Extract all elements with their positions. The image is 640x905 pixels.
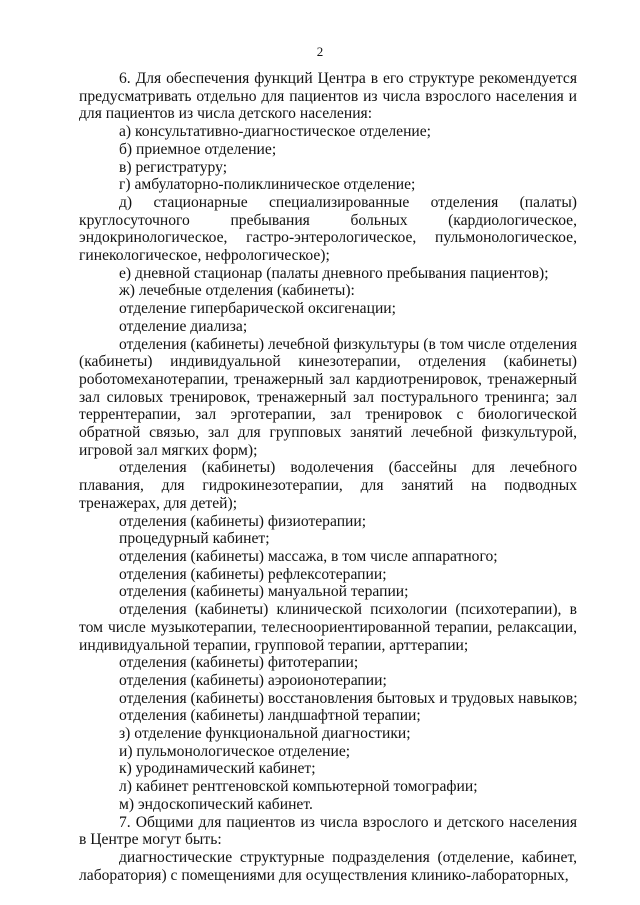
list-item-d: д) стационарные специализированные отделения (палаты) круглосуточного пребывания больных (кардиологическое, эндокринологическое, гастро-энтерологическое, пульмонологическое, гинекологическое, нефрологическое); xyxy=(79,193,577,265)
list-item-e: е) дневной стационар (палаты дневного пребывания пациентов); xyxy=(119,264,549,282)
section-7-intro: 7. Общими для пациентов из числа взрослого и детского населения в Центре могут быть: xyxy=(79,813,577,849)
list-item-phytotherapy: отделения (кабинеты) фитотерапии; xyxy=(119,654,359,672)
list-item-i: и) пульмонологическое отделение; xyxy=(119,742,351,760)
list-item-k: к) уродинамический кабинет; xyxy=(119,760,316,778)
list-item-hydrotherapy: отделения (кабинеты) водолечения (бассейны для лечебного плавания, для гидрокинезотерапии, для занятий на подводных тренажерах, для детей); xyxy=(79,459,577,512)
list-item-rehabilitation-skills: отделения (кабинеты) восстановления бытовых и трудовых навыков; xyxy=(119,689,578,707)
list-item-aeroionotherapy: отделения (кабинеты) аэроионотерапии; xyxy=(119,671,387,689)
list-item-g: г) амбулаторно-поликлиническое отделение; xyxy=(119,176,416,194)
list-item-physical-therapy: отделения (кабинеты) лечебной физкультуры (в том числе отделения (кабинеты) индивидуальной кинезотерапии, отделения (кабинеты) роботомеханотерапии, тренажерный зал кардиотренировок, тренажерный зал силовых тренировок, тренажерный зал постурального тренинга; зал террентерапии, зал эрготерапии, зал тренировок с биологической обратной связью, зал для групповых занятий лечебной физкультурой, игровой зал мягких форм); xyxy=(79,335,577,459)
list-item-b: б) приемное отделение; xyxy=(119,140,277,158)
list-item-l: л) кабинет рентгеновской компьютерной томографии; xyxy=(119,778,478,796)
list-item-a: а) консультативно-диагностическое отделение; xyxy=(119,123,432,141)
list-item-z: з) отделение функциональной диагностики; xyxy=(119,725,411,743)
list-item-manual-therapy: отделения (кабинеты) мануальной терапии; xyxy=(119,583,409,601)
list-item-massage: отделения (кабинеты) массажа, в том числе аппаратного; xyxy=(119,547,498,565)
section-6-intro: 6. Для обеспечения функций Центра в его структуре рекомендуется предусматривать отдельно для пациентов из числа взрослого населения и для пациентов из числа детского населения: xyxy=(79,70,577,123)
list-item-reflexotherapy: отделения (кабинеты) рефлексотерапии; xyxy=(119,565,387,583)
list-item-landscape-therapy: отделения (кабинеты) ландшафтной терапии; xyxy=(119,707,421,725)
list-item-diagnostic-units: диагностические структурные подразделения (отделение, кабинет, лаборатория) с помещениями для осуществления клинико-лабораторных, xyxy=(79,848,577,884)
list-item-physiotherapy: отделения (кабинеты) физиотерапии; xyxy=(119,512,367,530)
page-number: 2 xyxy=(316,44,324,59)
list-item-m: м) эндоскопический кабинет. xyxy=(119,795,313,813)
list-item-procedure-room: процедурный кабинет; xyxy=(119,530,270,548)
document-body xyxy=(79,70,577,884)
list-item-psychology: отделения (кабинеты) клинической психологии (психотерапии), в том числе музыкотерапии, телесноориентированной терапии, релаксации, индивидуальной терапии, групповой терапии, арттерапии; xyxy=(79,601,577,654)
list-item-hyperbaric: отделение гипербарической оксигенации; xyxy=(119,300,396,318)
list-item-dialysis: отделение диализа; xyxy=(119,317,248,335)
list-item-v: в) регистратуру; xyxy=(119,158,228,176)
list-item-zh: ж) лечебные отделения (кабинеты): xyxy=(119,282,355,300)
